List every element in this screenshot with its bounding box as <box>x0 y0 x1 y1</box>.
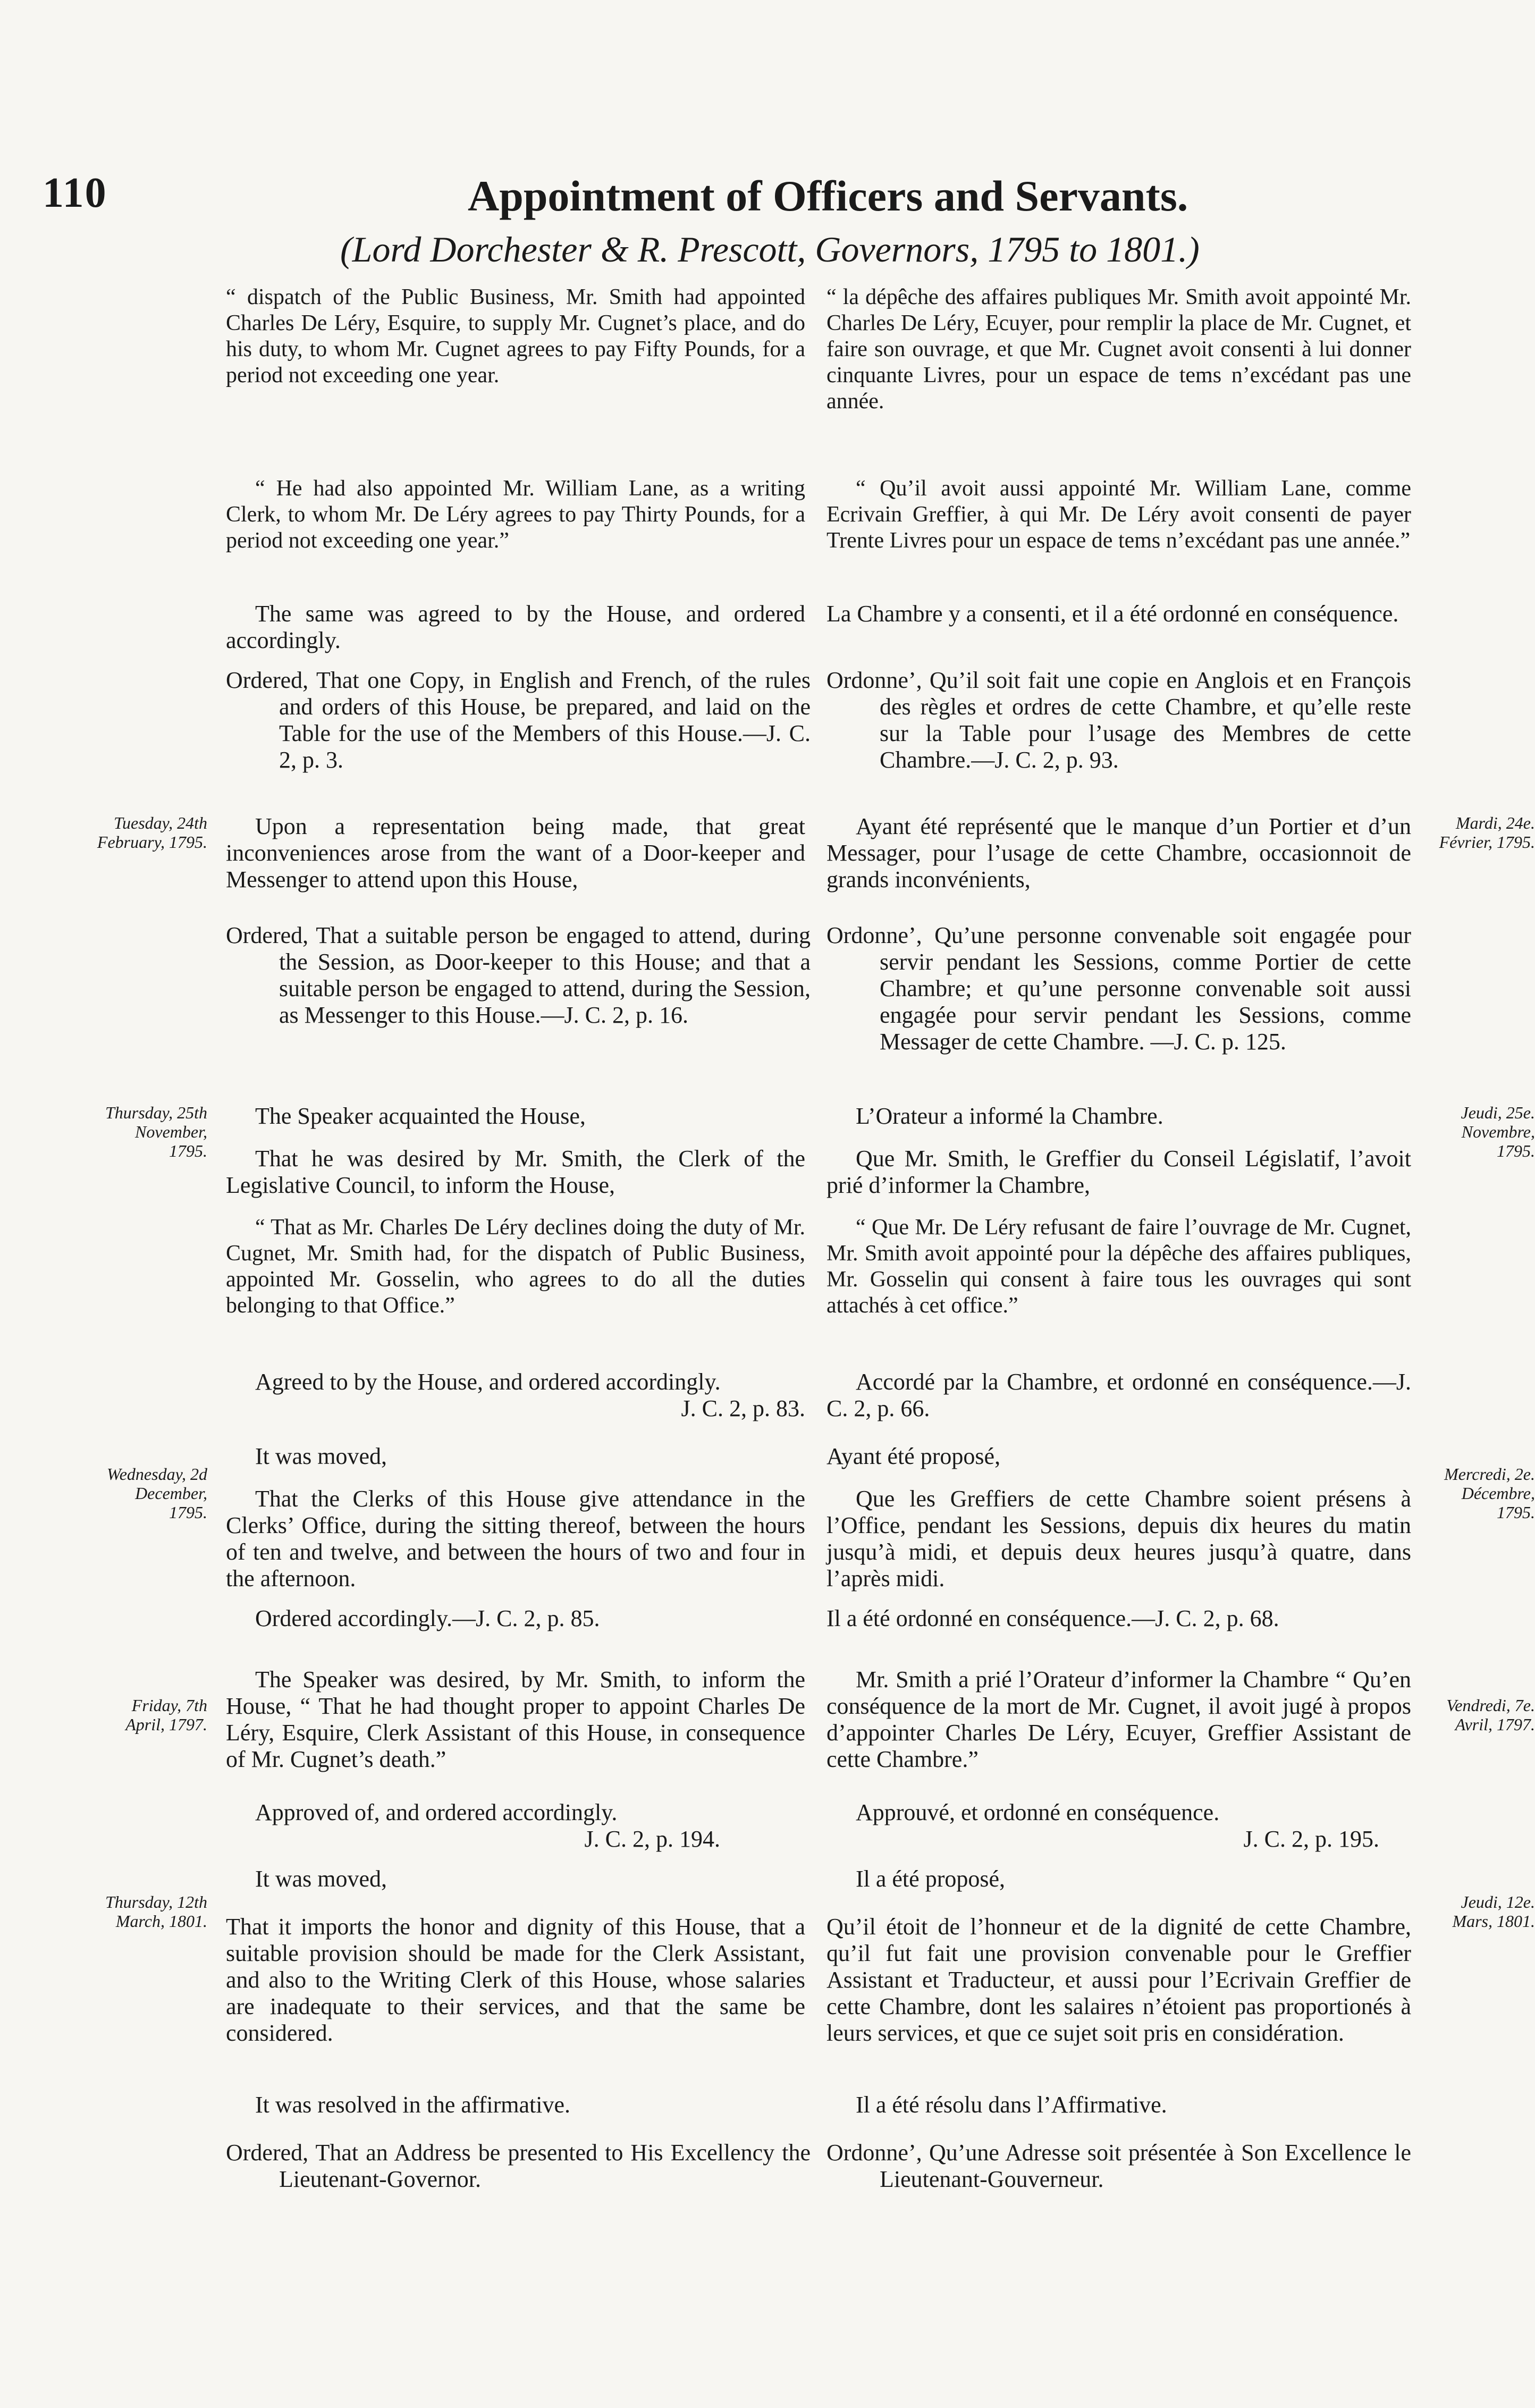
french-paragraph: Il a été proposé, <box>856 1866 1005 1892</box>
french-paragraph: Ayant été proposé, <box>826 1443 1001 1469</box>
margin-date-french: Jeudi, 25e. Novembre, 1795. <box>1461 1103 1535 1160</box>
english-paragraph: The Speaker was desired, by Mr. Smith, to inform the House, “ That he had thought proper to appoint Charles De Léry, Esquire, Clerk Assistant of this House, in consequence of Mr. Cugnet’s death.” <box>226 1666 805 1772</box>
french-paragraph: L’Orateur a informé la Chambre. <box>856 1103 1163 1129</box>
french-paragraph: “ Qu’il avoit aussi appointé Mr. William Lane, comme Ecrivain Greffier, à qui Mr. De Léry avoit consenti de payer Trente Livres pour un espace de tems n’excédant pas une année.” <box>826 476 1411 553</box>
page-subtitle: (Lord Dorchester & R. Prescott, Governors, 1795 to 1801.) <box>340 229 1200 270</box>
margin-date-french: Mercredi, 2e. Décembre, 1795. <box>1444 1464 1535 1522</box>
page-number: 110 <box>43 170 107 216</box>
margin-date-english: Tuesday, 24th February, 1795. <box>97 813 207 852</box>
english-paragraph: It was resolved in the affirmative. <box>255 2092 570 2118</box>
french-paragraph: Il a été résolu dans l’Affirmative. <box>856 2092 1167 2118</box>
french-paragraph: Il a été ordonné en conséquence.—J. C. 2, p. 68. <box>826 1605 1279 1631</box>
margin-date-english: Thursday, 25th November, 1795. <box>105 1103 207 1160</box>
english-reference: J. C. 2, p. 83. <box>681 1395 805 1421</box>
french-paragraph: Accordé par la Chambre, et ordonné en conséquence.—J. C. 2, p. 66. <box>826 1369 1411 1421</box>
english-paragraph: It was moved, <box>255 1443 387 1469</box>
english-paragraph: That the Clerks of this House give attendance in the Clerks’ Office, during the sitting thereof, between the hours of ten and twelve, and between the hours of two and four in the afternoon. <box>226 1486 805 1592</box>
english-paragraph: That it imports the honor and dignity of this House, that a suitable provision should be made for the Clerk Assistant, and also to the Writing Clerk of this House, whose salaries are inadequate to their services, and that the same be considered. <box>226 1914 805 2046</box>
english-paragraph: It was moved, <box>255 1866 387 1892</box>
english-order: Ordered, That an Address be presented to His Excellency the Lieutenant-Governor. <box>226 2140 811 2192</box>
french-paragraph: Ayant été représenté que le manque d’un Portier et d’un Messager, pour l’usage de cette Chambre, occasionnoit de grands inconvénients, <box>826 813 1411 893</box>
margin-date-french: Jeudi, 12e. Mars, 1801. <box>1452 1892 1535 1931</box>
english-order: Ordered, That a suitable person be engaged to attend, during the Session, as Door-keeper to this House; and that a suitable person be engaged to attend, during the Session, as Messenger to this House.—J. C. 2, p. 16. <box>226 922 811 1028</box>
page-title: Appointment of Officers and Servants. <box>468 172 1188 220</box>
french-paragraph: Que les Greffiers de cette Chambre soient présens à l’Office, pendant les Sessions, depuis dix heures du matin jusqu’à midi, et depuis deux heures jusqu’à quatre, dans l’après midi. <box>826 1486 1411 1592</box>
french-paragraph: “ Que Mr. De Léry refusant de faire l’ouvrage de Mr. Cugnet, Mr. Smith avoit appointé pour la dépêche des affaires publiques, Mr. Gosselin qui consent à faire tous les ouvrages qui sont attachés à cet office.” <box>826 1215 1411 1318</box>
french-paragraph: La Chambre y a consenti, et il a été ordonné en conséquence. <box>826 601 1399 627</box>
english-paragraph: The same was agreed to by the House, and ordered accordingly. <box>226 601 805 653</box>
french-paragraph: Que Mr. Smith, le Greffier du Conseil Législatif, l’avoit prié d’informer la Chambre, <box>826 1146 1411 1198</box>
french-order: Ordonne’, Qu’il soit fait une copie en Anglois et en François des règles et ordres de cette Chambre, et qu’elle reste sur la Table pour l’usage des Membres de cette Chambre.—J. C. 2, p. 93. <box>826 667 1411 773</box>
english-paragraph: “ That as Mr. Charles De Léry declines doing the duty of Mr. Cugnet, Mr. Smith had, for the dispatch of Public Business, appointed Mr. Gosselin, who agrees to do all the duties belonging to that Office.” <box>226 1215 805 1318</box>
english-paragraph: Upon a representation being made, that great inconveniences arose from the want of a Door-keeper and Messenger to attend upon this House, <box>226 813 805 893</box>
french-order: Ordonne’, Qu’une personne convenable soit engagée pour servir pendant les Sessions, comme Portier de cette Chambre; et qu’une personne convenable soit aussi engagée pour servir pendant les Sessions, comme Messager de cette Chambre. —J. C. p. 125. <box>826 922 1411 1055</box>
english-paragraph: Ordered accordingly.—J. C. 2, p. 85. <box>255 1605 600 1631</box>
french-order: Ordonne’, Qu’une Adresse soit présentée à Son Excellence le Lieutenant-Gouverneur. <box>826 2140 1411 2192</box>
margin-date-english: Friday, 7th April, 1797. <box>125 1696 207 1734</box>
french-reference: J. C. 2, p. 195. <box>1243 1826 1379 1852</box>
french-paragraph: Approuvé, et ordonné en conséquence. <box>856 1799 1220 1825</box>
english-paragraph: Agreed to by the House, and ordered accordingly. <box>255 1369 721 1395</box>
english-paragraph: The Speaker acquainted the House, <box>255 1103 586 1129</box>
french-paragraph: “ la dépêche des affaires publiques Mr. Smith avoit appointé Mr. Charles De Léry, Ecuyer, pour remplir la place de Mr. Cugnet, et faire son ouvrage, et que Mr. Cugnet avoit consenti à lui donner cinquante Livres, pour un espace de tems n’excédant pas une année. <box>826 285 1411 414</box>
english-paragraph: “ He had also appointed Mr. William Lane, as a writing Clerk, to whom Mr. De Léry agrees to pay Thirty Pounds, for a period not exceeding one year.” <box>226 476 805 553</box>
french-paragraph: Mr. Smith a prié l’Orateur d’informer la Chambre “ Qu’en conséquence de la mort de Mr. Cugnet, il avoit jugé à propos d’appointer Charles De Léry, Ecuyer, Greffier Assistant de cette Chambre.” <box>826 1666 1411 1772</box>
margin-date-english: Thursday, 12th March, 1801. <box>105 1892 207 1931</box>
english-paragraph: “ dispatch of the Public Business, Mr. Smith had appointed Charles De Léry, Esquire, to supply Mr. Cugnet’s place, and do his duty, to whom Mr. Cugnet agrees to pay Fifty Pounds, for a period not exceeding one year. <box>226 285 805 388</box>
english-paragraph: Approved of, and ordered accordingly. <box>255 1799 618 1825</box>
english-order: Ordered, That one Copy, in English and French, of the rules and orders of this House, be prepared, and laid on the Table for the use of the Members of this House.—J. C. 2, p. 3. <box>226 667 811 773</box>
english-reference: J. C. 2, p. 194. <box>584 1826 720 1852</box>
margin-date-french: Mardi, 24e. Février, 1795. <box>1439 813 1535 852</box>
french-paragraph: Qu’il étoit de l’honneur et de la dignité de cette Chambre, qu’il fut fait une provision convenable pour le Greffier Assistant et Traducteur, et aussi pour l’Ecrivain Greffier de cette Chambre, dont les salaires n’étoient pas proportionés à leurs services, et que ce sujet soit pris en considération. <box>826 1914 1411 2046</box>
margin-date-french: Vendredi, 7e. Avril, 1797. <box>1446 1696 1535 1734</box>
english-paragraph: That he was desired by Mr. Smith, the Clerk of the Legislative Council, to inform the House, <box>226 1146 805 1198</box>
margin-date-english: Wednesday, 2d December, 1795. <box>106 1464 207 1522</box>
